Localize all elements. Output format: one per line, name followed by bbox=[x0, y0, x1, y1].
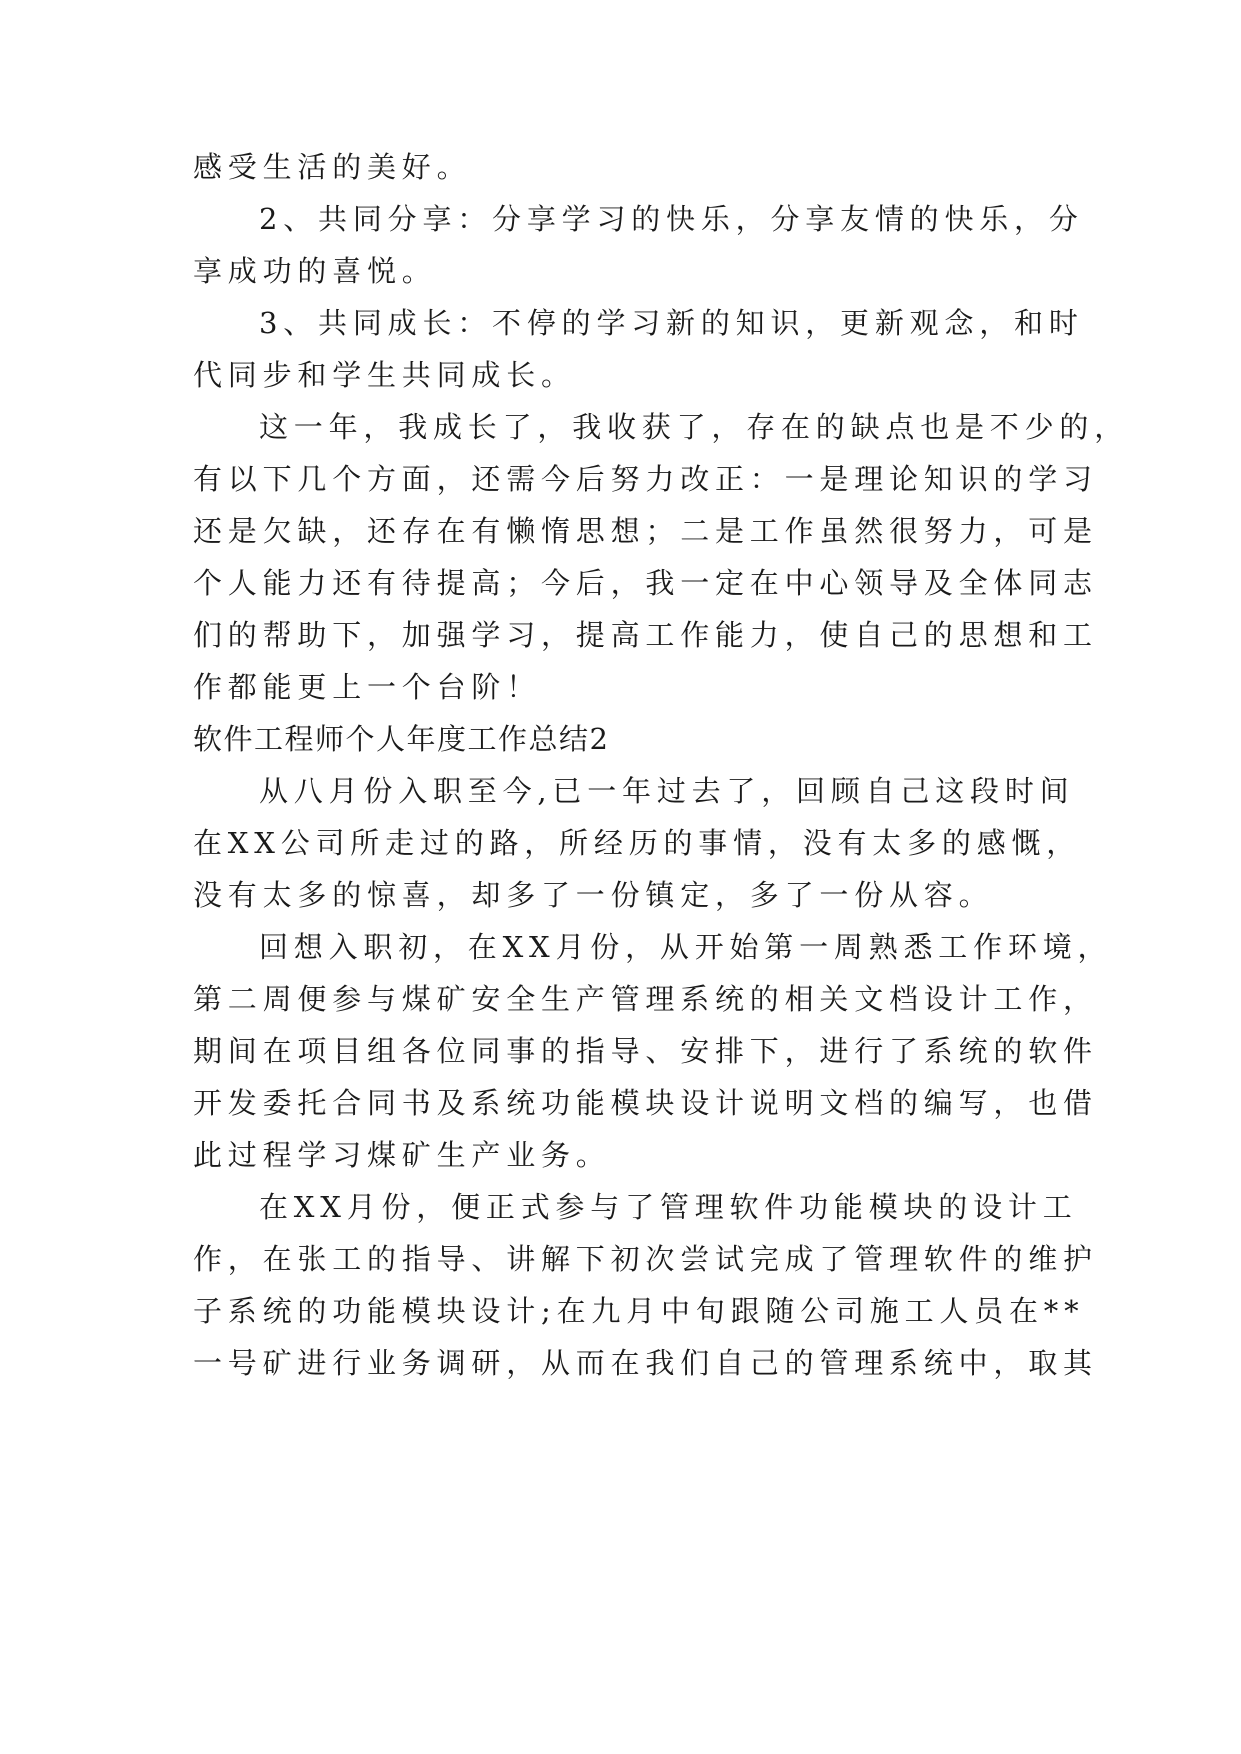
paragraph-line: 没有太多的惊喜，却多了一份镇定，多了一份从容。 bbox=[193, 878, 994, 912]
paragraph-line: 期间在项目组各位同事的指导、安排下，进行了系统的软件 bbox=[193, 1034, 1098, 1068]
paragraph-line: 在XX月份，便正式参与了管理软件功能模块的设计工 bbox=[259, 1190, 1078, 1224]
paragraph-line: 子系统的功能模块设计;在九月中旬跟随公司施工人员在** bbox=[193, 1294, 1085, 1328]
list-item-growth: 3、共同成长：不停的学习新的知识，更新观念，和时 bbox=[259, 306, 1084, 340]
paragraph-line: 第二周便参与煤矿安全生产管理系统的相关文档设计工作， bbox=[193, 982, 1098, 1016]
paragraph-line: 个人能力还有待提高；今后，我一定在中心领导及全体同志 bbox=[193, 566, 1098, 600]
paragraph-line: 此过程学习煤矿生产业务。 bbox=[193, 1138, 611, 1172]
paragraph-line: 回想入职初，在XX月份，从开始第一周熟悉工作环境， bbox=[259, 930, 1113, 964]
paragraph-line: 这一年，我成长了，我收获了，存在的缺点也是不少的， bbox=[259, 410, 1130, 444]
paragraph-line: 享成功的喜悦。 bbox=[193, 254, 437, 288]
paragraph-line: 们的帮助下，加强学习，提高工作能力，使自己的思想和工 bbox=[193, 618, 1098, 652]
paragraph-line: 在XX公司所走过的路，所经历的事情，没有太多的感慨， bbox=[193, 826, 1082, 860]
paragraph-line: 开发委托合同书及系统功能模块设计说明文档的编写，也借 bbox=[193, 1086, 1098, 1120]
paragraph-line: 代同步和学生共同成长。 bbox=[193, 358, 576, 392]
paragraph-line: 从八月份入职至今,已一年过去了，回顾自己这段时间 bbox=[259, 774, 1075, 808]
paragraph-line: 还是欠缺，还存在有懒惰思想；二是工作虽然很努力，可是 bbox=[193, 514, 1098, 548]
paragraph-line: 一号矿进行业务调研，从而在我们自己的管理系统中，取其 bbox=[193, 1346, 1098, 1380]
paragraph-line: 作，在张工的指导、讲解下初次尝试完成了管理软件的维护 bbox=[193, 1242, 1098, 1276]
section-heading: 软件工程师个人年度工作总结2 bbox=[193, 722, 610, 756]
paragraph-line: 作都能更上一个台阶！ bbox=[193, 670, 542, 704]
paragraph-line: 感受生活的美好。 bbox=[193, 150, 472, 184]
list-item-shared: 2、共同分享：分享学习的快乐，分享友情的快乐，分 bbox=[259, 202, 1084, 236]
paragraph-line: 有以下几个方面，还需今后努力改正：一是理论知识的学习 bbox=[193, 462, 1098, 496]
